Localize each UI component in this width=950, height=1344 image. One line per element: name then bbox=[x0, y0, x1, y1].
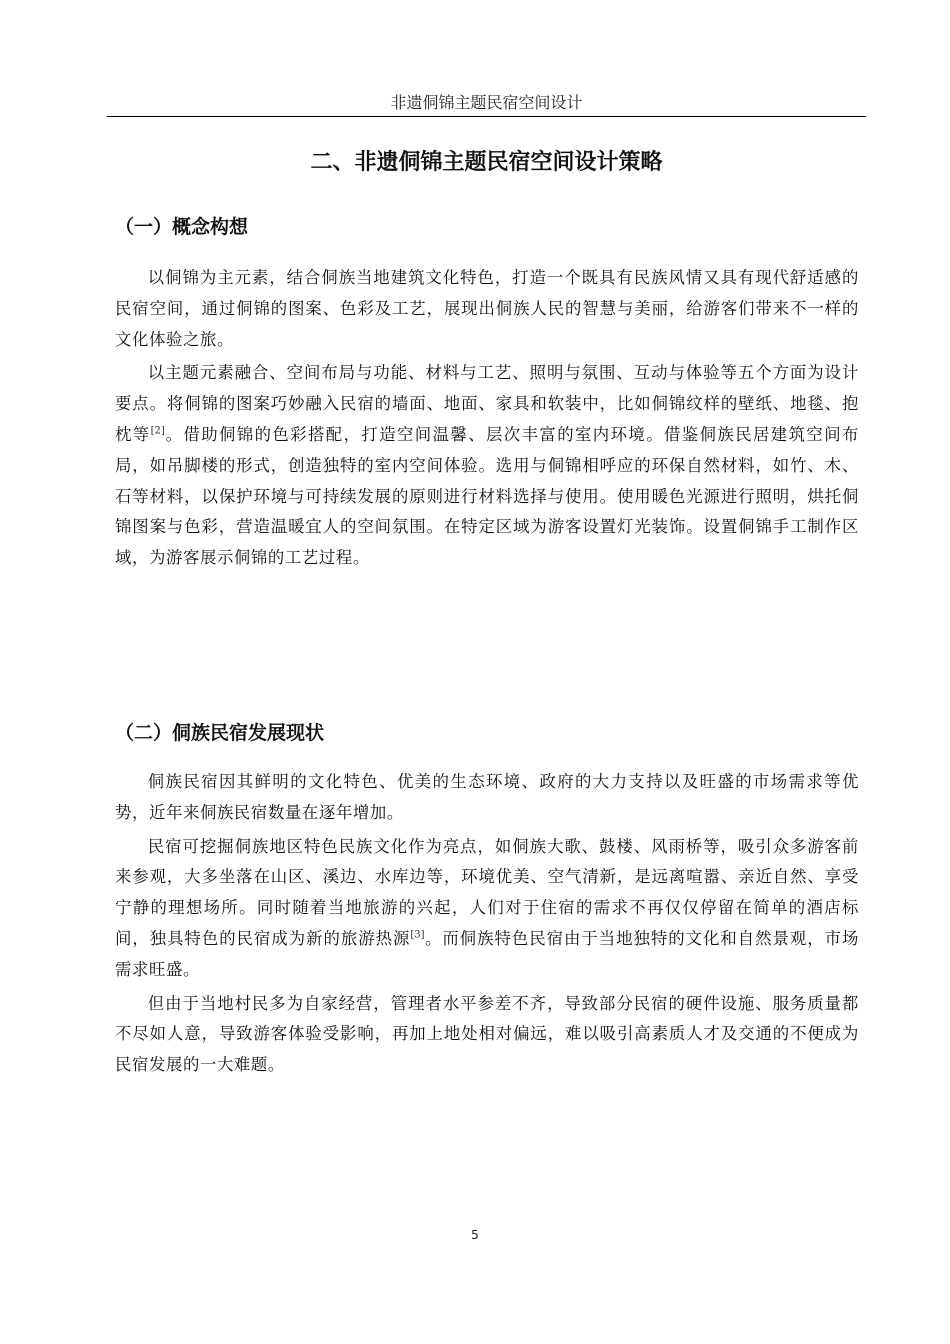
citation-marker: [3] bbox=[410, 929, 425, 941]
paragraph: 以侗锦为主元素，结合侗族当地建筑文化特色，打造一个既具有民族风情又具有现代舒适感的民宿空间，通过侗锦的图案、色彩及工艺，展现出侗族人民的智慧与美丽，给游客们带来不一样的文化体验之旅。 bbox=[115, 268, 859, 349]
paragraph-text: 。而侗族特色民宿由于当地独特的文化和自然景观，市场需求旺盛。 bbox=[115, 928, 859, 979]
page-number: 5 bbox=[471, 1228, 479, 1242]
paragraph-text: 。借助侗锦的色彩搭配，打造空间温馨、层次丰富的室内环境。借鉴侗族民居建筑空间布局，如吊脚楼的形式，创造独特的室内空间体验。选用与侗锦相呼应的环保自然材料，如竹、木、石等材料，以保护环境与可持续发展的原则进行材料选择与使用。使用暖色光源进行照明，烘托侗锦图案与色彩，营造温暖宜人的空间氛围。在特定区域为游客设置灯光装饰。设置侗锦手工制作区域，为游客展示侗锦的工艺过程。 bbox=[115, 424, 859, 568]
paragraph bbox=[115, 358, 859, 574]
paragraph: 但由于当地村民多为自家经营，管理者水平参差不齐，导致部分民宿的硬件设施、服务质量都不尽如人意，导致游客体验受影响，再加上地处相对偏远，难以吸引高素质人才及交通的不便成为民宿发展的一大难题。 bbox=[115, 993, 859, 1075]
section-heading-concept: （一）概念构想 bbox=[115, 216, 249, 238]
paragraph-text: 民宿可挖掘侗族地区特色民族文化作为亮点，如侗族大歌、鼓楼、风雨桥等，吸引众多游客前来参观，大多坐落在山区、溪边、水库边等，环境优美、空气清新，是远离喧嚣、亲近自然、享受宁静的理想场所。同时随着当地旅游的兴起，人们对于住宿的需求不再仅仅停留在简单的酒店标间，独具特色的民宿成为新的旅游热源 bbox=[115, 836, 859, 948]
section-heading-status: （二）侗族民宿发展现状 bbox=[115, 722, 325, 744]
paragraph: 侗族民宿因其鲜明的文化特色、优美的生态环境、政府的大力支持以及旺盛的市场需求等优势，近年来侗族民宿数量在逐年增加。 bbox=[115, 772, 859, 822]
running-header: 非遗侗锦主题民宿空间设计 bbox=[107, 92, 866, 117]
chapter-title: 二、非遗侗锦主题民宿空间设计策略 bbox=[310, 150, 663, 175]
paragraph-text: 以主题元素融合、空间布局与功能、材料与工艺、照明与氛围、互动与体验等五个方面为设计要点。将侗锦的图案巧妙融入民宿的墙面、地面、家具和软装中，比如侗锦纹样的壁纸、地毯、抱枕等 bbox=[115, 363, 859, 444]
section-body-status bbox=[115, 767, 859, 1084]
paragraph bbox=[115, 832, 859, 986]
section-body-concept bbox=[115, 263, 859, 577]
citation-marker: [2] bbox=[150, 425, 165, 437]
